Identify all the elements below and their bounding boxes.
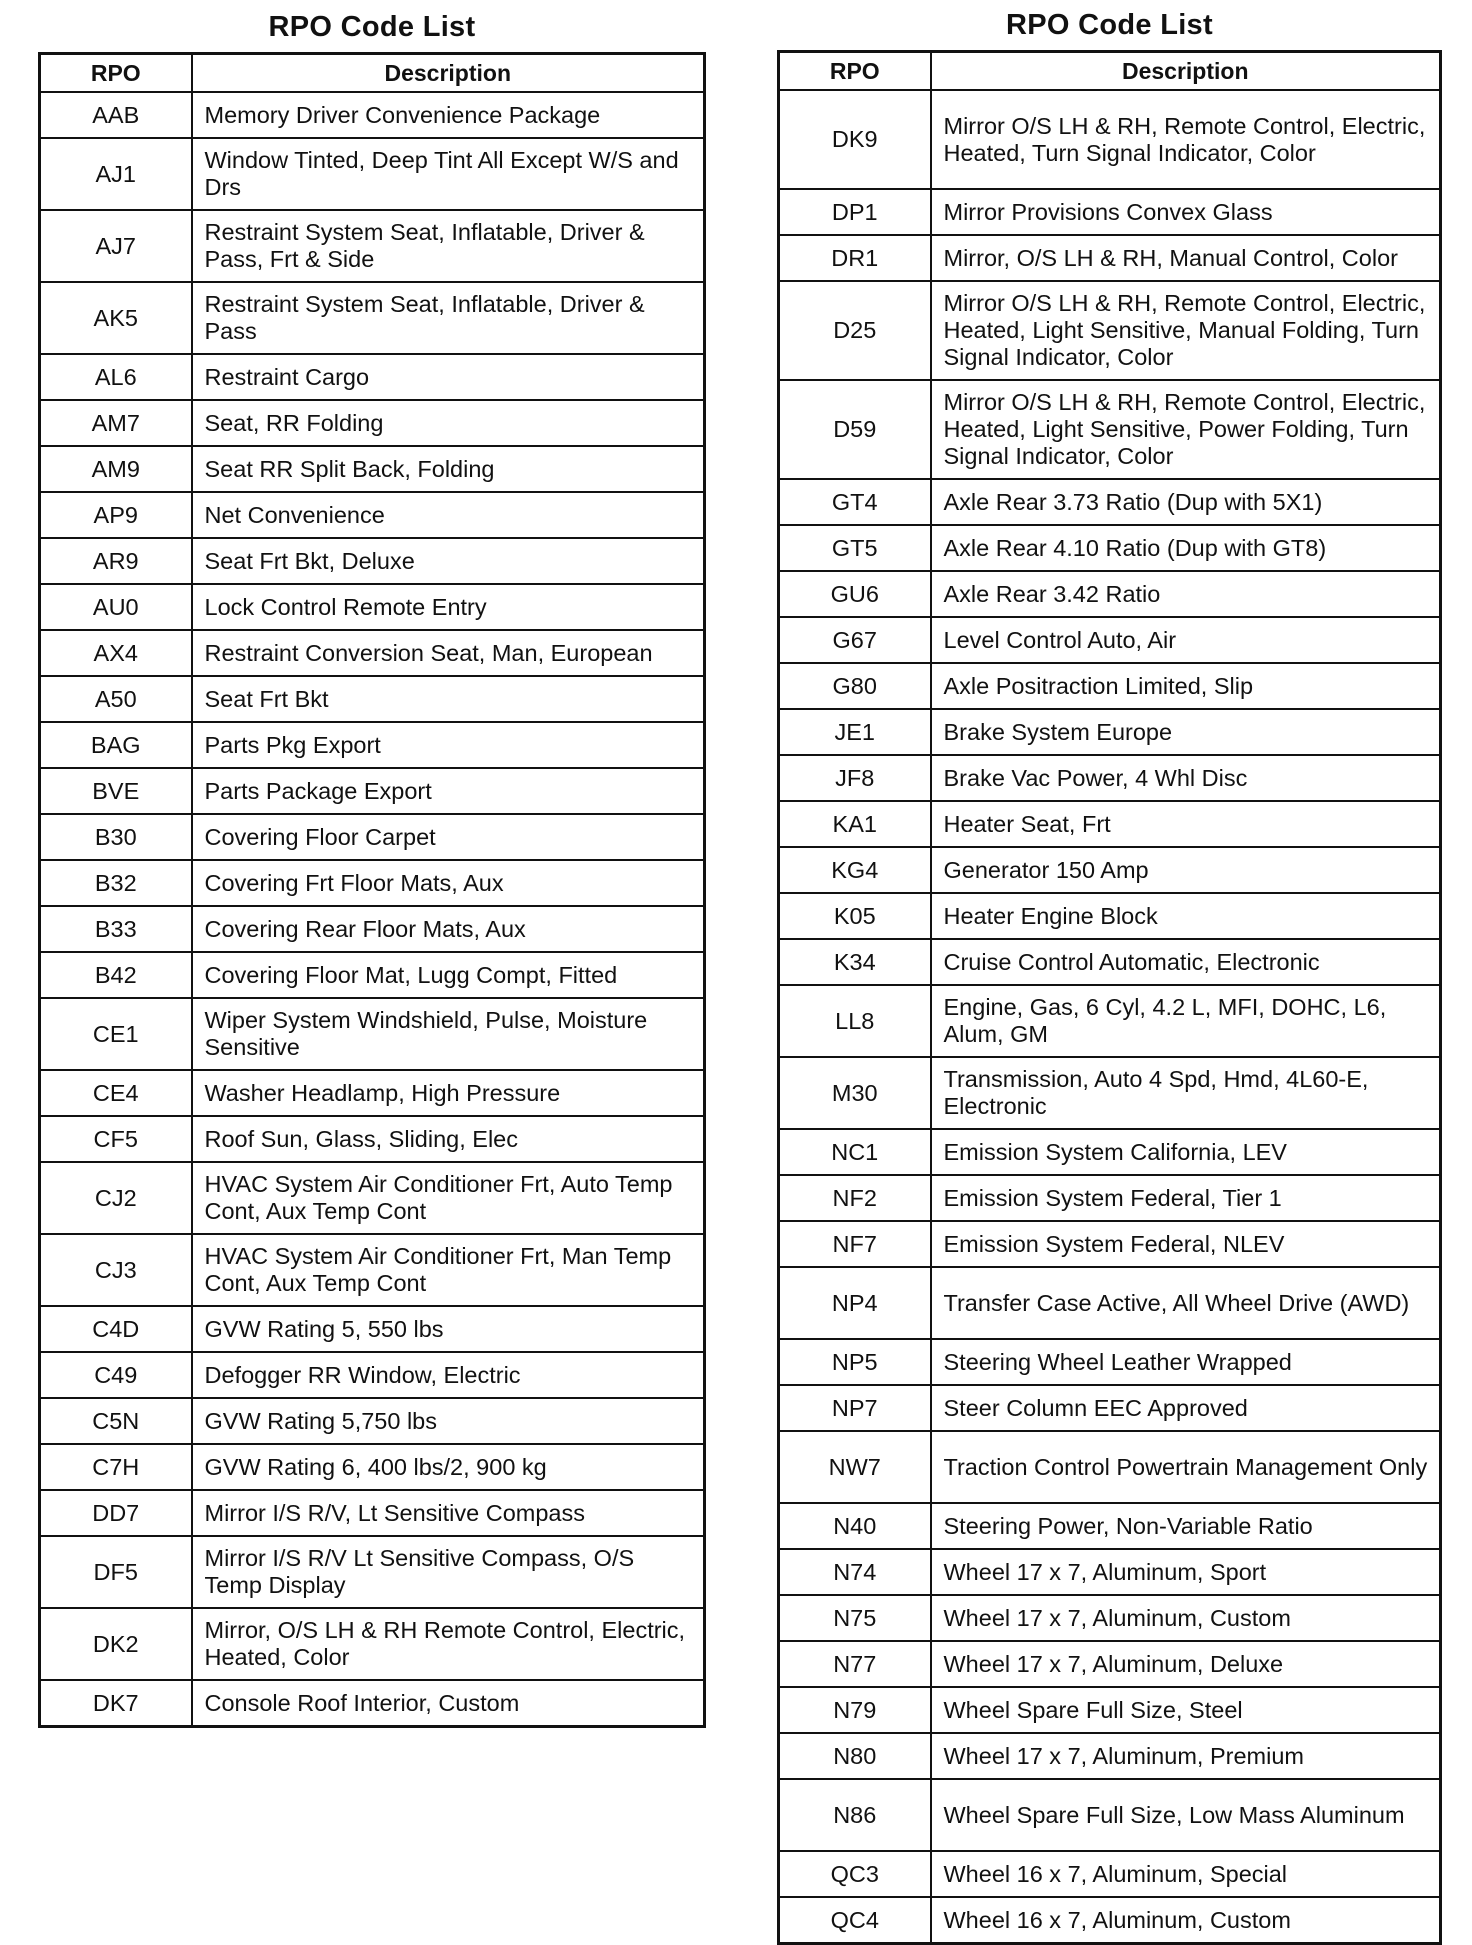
- rpo-code-cell: K34: [779, 939, 931, 985]
- table-row: [40, 138, 705, 210]
- rpo-code-cell: A50: [40, 676, 192, 722]
- table-row: [779, 479, 1441, 525]
- rpo-code-cell: NF2: [779, 1175, 931, 1221]
- rpo-code-cell: D59: [779, 380, 931, 479]
- right-table-body: [779, 90, 1441, 1944]
- description-cell: Seat Frt Bkt: [192, 676, 705, 722]
- table-row: [40, 400, 705, 446]
- description-cell: Covering Rear Floor Mats, Aux: [192, 906, 705, 952]
- rpo-code-cell: AK5: [40, 282, 192, 354]
- description-cell: Wheel 16 x 7, Aluminum, Custom: [931, 1897, 1441, 1944]
- rpo-code-cell: CF5: [40, 1116, 192, 1162]
- description-cell: Window Tinted, Deep Tint All Except W/S and Drs: [192, 138, 705, 210]
- table-row: [40, 492, 705, 538]
- table-row: [40, 1444, 705, 1490]
- table-row: [779, 1221, 1441, 1267]
- table-row: [40, 1398, 705, 1444]
- rpo-code-cell: C4D: [40, 1306, 192, 1352]
- description-cell: Wheel 17 x 7, Aluminum, Custom: [931, 1595, 1441, 1641]
- right-header-row: [779, 52, 1441, 91]
- rpo-code-cell: KA1: [779, 801, 931, 847]
- rpo-code-cell: C5N: [40, 1398, 192, 1444]
- rpo-code-cell: M30: [779, 1057, 931, 1129]
- table-row: [40, 998, 705, 1070]
- table-row: [40, 1608, 705, 1680]
- description-cell: Seat Frt Bkt, Deluxe: [192, 538, 705, 584]
- rpo-code-cell: AP9: [40, 492, 192, 538]
- table-row: [779, 1385, 1441, 1431]
- table-row: [40, 768, 705, 814]
- rpo-code-cell: B42: [40, 952, 192, 998]
- rpo-code-cell: DK2: [40, 1608, 192, 1680]
- rpo-code-cell: CE1: [40, 998, 192, 1070]
- description-cell: Heater Engine Block: [931, 893, 1441, 939]
- table-row: [779, 939, 1441, 985]
- description-cell: Wheel 17 x 7, Aluminum, Premium: [931, 1733, 1441, 1779]
- description-cell: Covering Floor Carpet: [192, 814, 705, 860]
- description-cell: GVW Rating 5, 550 lbs: [192, 1306, 705, 1352]
- rpo-code-cell: DR1: [779, 235, 931, 281]
- description-cell: Axle Rear 4.10 Ratio (Dup with GT8): [931, 525, 1441, 571]
- right-header-rpo: RPO: [779, 52, 931, 91]
- table-row: [779, 189, 1441, 235]
- table-row: [779, 985, 1441, 1057]
- description-cell: Parts Package Export: [192, 768, 705, 814]
- rpo-code-cell: DD7: [40, 1490, 192, 1536]
- table-row: [40, 1234, 705, 1306]
- rpo-code-cell: NP7: [779, 1385, 931, 1431]
- description-cell: Transfer Case Active, All Wheel Drive (AWD): [931, 1267, 1441, 1339]
- table-row: [779, 1595, 1441, 1641]
- table-row: [40, 1680, 705, 1727]
- description-cell: Covering Floor Mat, Lugg Compt, Fitted: [192, 952, 705, 998]
- table-row: [779, 1733, 1441, 1779]
- table-row: [779, 90, 1441, 189]
- description-cell: Emission System Federal, NLEV: [931, 1221, 1441, 1267]
- description-cell: Mirror Provisions Convex Glass: [931, 189, 1441, 235]
- left-rpo-table: [38, 52, 706, 1728]
- right-column: [777, 6, 1442, 1945]
- left-header-description: Description: [192, 54, 705, 93]
- rpo-code-cell: D25: [779, 281, 931, 380]
- rpo-code-cell: G67: [779, 617, 931, 663]
- rpo-code-cell: N86: [779, 1779, 931, 1851]
- right-rpo-table: [777, 50, 1442, 1945]
- rpo-code-cell: JE1: [779, 709, 931, 755]
- table-row: [40, 1116, 705, 1162]
- left-header-rpo: RPO: [40, 54, 192, 93]
- table-row: [779, 1129, 1441, 1175]
- description-cell: Parts Pkg Export: [192, 722, 705, 768]
- table-row: [40, 282, 705, 354]
- table-row: [779, 1339, 1441, 1385]
- rpo-code-cell: NP4: [779, 1267, 931, 1339]
- description-cell: Wiper System Windshield, Pulse, Moisture Sensitive: [192, 998, 705, 1070]
- rpo-code-cell: CE4: [40, 1070, 192, 1116]
- rpo-code-cell: AAB: [40, 92, 192, 138]
- rpo-code-cell: N40: [779, 1503, 931, 1549]
- table-row: [40, 814, 705, 860]
- rpo-code-cell: JF8: [779, 755, 931, 801]
- description-cell: Covering Frt Floor Mats, Aux: [192, 860, 705, 906]
- description-cell: Wheel 16 x 7, Aluminum, Special: [931, 1851, 1441, 1897]
- description-cell: Brake System Europe: [931, 709, 1441, 755]
- table-row: [779, 571, 1441, 617]
- table-row: [779, 1267, 1441, 1339]
- description-cell: GVW Rating 6, 400 lbs/2, 900 kg: [192, 1444, 705, 1490]
- rpo-code-cell: QC4: [779, 1897, 931, 1944]
- table-row: [779, 525, 1441, 571]
- table-row: [40, 952, 705, 998]
- rpo-code-cell: AJ7: [40, 210, 192, 282]
- description-cell: Seat RR Split Back, Folding: [192, 446, 705, 492]
- description-cell: Mirror O/S LH & RH, Remote Control, Electric, Heated, Light Sensitive, Manual Folding, Turn Signal Indicator, Color: [931, 281, 1441, 380]
- description-cell: Seat, RR Folding: [192, 400, 705, 446]
- table-row: [779, 1897, 1441, 1944]
- description-cell: Washer Headlamp, High Pressure: [192, 1070, 705, 1116]
- table-row: [779, 847, 1441, 893]
- description-cell: HVAC System Air Conditioner Frt, Man Temp Cont, Aux Temp Cont: [192, 1234, 705, 1306]
- rpo-code-cell: C49: [40, 1352, 192, 1398]
- rpo-code-cell: K05: [779, 893, 931, 939]
- rpo-code-cell: B30: [40, 814, 192, 860]
- description-cell: Restraint Cargo: [192, 354, 705, 400]
- rpo-code-cell: AJ1: [40, 138, 192, 210]
- table-row: [40, 1162, 705, 1234]
- rpo-code-cell: KG4: [779, 847, 931, 893]
- rpo-code-cell: AL6: [40, 354, 192, 400]
- description-cell: Roof Sun, Glass, Sliding, Elec: [192, 1116, 705, 1162]
- description-cell: Axle Rear 3.73 Ratio (Dup with 5X1): [931, 479, 1441, 525]
- rpo-code-cell: AU0: [40, 584, 192, 630]
- table-row: [779, 755, 1441, 801]
- description-cell: Emission System Federal, Tier 1: [931, 1175, 1441, 1221]
- description-cell: Traction Control Powertrain Management Only: [931, 1431, 1441, 1503]
- table-row: [779, 1431, 1441, 1503]
- table-row: [40, 92, 705, 138]
- rpo-code-cell: GT4: [779, 479, 931, 525]
- right-list-title: RPO Code List: [1006, 9, 1213, 41]
- table-row: [779, 709, 1441, 755]
- rpo-code-cell: DF5: [40, 1536, 192, 1608]
- description-cell: Level Control Auto, Air: [931, 617, 1441, 663]
- table-row: [779, 1057, 1441, 1129]
- rpo-code-cell: GT5: [779, 525, 931, 571]
- rpo-code-cell: NF7: [779, 1221, 931, 1267]
- description-cell: GVW Rating 5,750 lbs: [192, 1398, 705, 1444]
- rpo-code-cell: AM7: [40, 400, 192, 446]
- description-cell: Wheel 17 x 7, Aluminum, Deluxe: [931, 1641, 1441, 1687]
- table-row: [779, 663, 1441, 709]
- description-cell: HVAC System Air Conditioner Frt, Auto Temp Cont, Aux Temp Cont: [192, 1162, 705, 1234]
- description-cell: Lock Control Remote Entry: [192, 584, 705, 630]
- description-cell: Mirror O/S LH & RH, Remote Control, Electric, Heated, Light Sensitive, Power Folding, Turn Signal Indicator, Color: [931, 380, 1441, 479]
- table-row: [779, 801, 1441, 847]
- table-row: [779, 1175, 1441, 1221]
- table-row: [40, 676, 705, 722]
- table-row: [40, 860, 705, 906]
- rpo-code-cell: AX4: [40, 630, 192, 676]
- rpo-code-cell: NC1: [779, 1129, 931, 1175]
- description-cell: Restraint System Seat, Inflatable, Driver & Pass, Frt & Side: [192, 210, 705, 282]
- table-row: [779, 893, 1441, 939]
- rpo-code-cell: DK7: [40, 1680, 192, 1727]
- description-cell: Mirror, O/S LH & RH Remote Control, Electric, Heated, Color: [192, 1608, 705, 1680]
- table-row: [40, 1490, 705, 1536]
- rpo-code-cell: QC3: [779, 1851, 931, 1897]
- description-cell: Mirror I/S R/V, Lt Sensitive Compass: [192, 1490, 705, 1536]
- rpo-code-cell: DP1: [779, 189, 931, 235]
- table-row: [779, 380, 1441, 479]
- rpo-code-cell: CJ2: [40, 1162, 192, 1234]
- table-row: [40, 1306, 705, 1352]
- description-cell: Heater Seat, Frt: [931, 801, 1441, 847]
- description-cell: Engine, Gas, 6 Cyl, 4.2 L, MFI, DOHC, L6, Alum, GM: [931, 985, 1441, 1057]
- table-row: [779, 235, 1441, 281]
- table-row: [40, 584, 705, 630]
- description-cell: Defogger RR Window, Electric: [192, 1352, 705, 1398]
- description-cell: Brake Vac Power, 4 Whl Disc: [931, 755, 1441, 801]
- table-row: [40, 1352, 705, 1398]
- description-cell: Console Roof Interior, Custom: [192, 1680, 705, 1727]
- rpo-code-cell: N74: [779, 1549, 931, 1595]
- left-header-row: [40, 54, 705, 93]
- rpo-code-cell: B33: [40, 906, 192, 952]
- rpo-code-cell: NP5: [779, 1339, 931, 1385]
- description-cell: Mirror I/S R/V Lt Sensitive Compass, O/S Temp Display: [192, 1536, 705, 1608]
- rpo-code-cell: B32: [40, 860, 192, 906]
- description-cell: Emission System California, LEV: [931, 1129, 1441, 1175]
- table-row: [40, 722, 705, 768]
- rpo-code-cell: C7H: [40, 1444, 192, 1490]
- table-row: [40, 354, 705, 400]
- table-row: [779, 1779, 1441, 1851]
- rpo-code-cell: DK9: [779, 90, 931, 189]
- right-header-description: Description: [931, 52, 1441, 91]
- table-row: [779, 281, 1441, 380]
- description-cell: Transmission, Auto 4 Spd, Hmd, 4L60-E, Electronic: [931, 1057, 1441, 1129]
- rpo-code-cell: N75: [779, 1595, 931, 1641]
- table-row: [779, 1549, 1441, 1595]
- description-cell: Wheel 17 x 7, Aluminum, Sport: [931, 1549, 1441, 1595]
- table-row: [779, 1687, 1441, 1733]
- table-row: [40, 538, 705, 584]
- table-row: [779, 617, 1441, 663]
- rpo-code-cell: G80: [779, 663, 931, 709]
- description-cell: Axle Positraction Limited, Slip: [931, 663, 1441, 709]
- description-cell: Wheel Spare Full Size, Steel: [931, 1687, 1441, 1733]
- rpo-code-cell: N77: [779, 1641, 931, 1687]
- description-cell: Net Convenience: [192, 492, 705, 538]
- description-cell: Mirror, O/S LH & RH, Manual Control, Color: [931, 235, 1441, 281]
- left-list-title: RPO Code List: [268, 11, 476, 43]
- left-column: [38, 8, 706, 1728]
- description-cell: Mirror O/S LH & RH, Remote Control, Electric, Heated, Turn Signal Indicator, Color: [931, 90, 1441, 189]
- description-cell: Steering Power, Non-Variable Ratio: [931, 1503, 1441, 1549]
- description-cell: Generator 150 Amp: [931, 847, 1441, 893]
- description-cell: Wheel Spare Full Size, Low Mass Aluminum: [931, 1779, 1441, 1851]
- rpo-code-cell: N79: [779, 1687, 931, 1733]
- rpo-code-cell: AR9: [40, 538, 192, 584]
- rpo-code-cell: BVE: [40, 768, 192, 814]
- rpo-code-cell: GU6: [779, 571, 931, 617]
- rpo-code-cell: N80: [779, 1733, 931, 1779]
- left-table-body: [40, 92, 705, 1727]
- description-cell: Axle Rear 3.42 Ratio: [931, 571, 1441, 617]
- table-row: [40, 210, 705, 282]
- rpo-code-cell: LL8: [779, 985, 931, 1057]
- rpo-code-cell: BAG: [40, 722, 192, 768]
- table-row: [40, 630, 705, 676]
- description-cell: Restraint Conversion Seat, Man, European: [192, 630, 705, 676]
- table-row: [779, 1503, 1441, 1549]
- description-cell: Cruise Control Automatic, Electronic: [931, 939, 1441, 985]
- table-row: [40, 1536, 705, 1608]
- table-row: [40, 446, 705, 492]
- description-cell: Steer Column EEC Approved: [931, 1385, 1441, 1431]
- table-row: [779, 1641, 1441, 1687]
- description-cell: Restraint System Seat, Inflatable, Driver & Pass: [192, 282, 705, 354]
- table-row: [779, 1851, 1441, 1897]
- table-row: [40, 1070, 705, 1116]
- rpo-code-cell: NW7: [779, 1431, 931, 1503]
- rpo-code-cell: AM9: [40, 446, 192, 492]
- table-row: [40, 906, 705, 952]
- description-cell: Steering Wheel Leather Wrapped: [931, 1339, 1441, 1385]
- description-cell: Memory Driver Convenience Package: [192, 92, 705, 138]
- rpo-code-cell: CJ3: [40, 1234, 192, 1306]
